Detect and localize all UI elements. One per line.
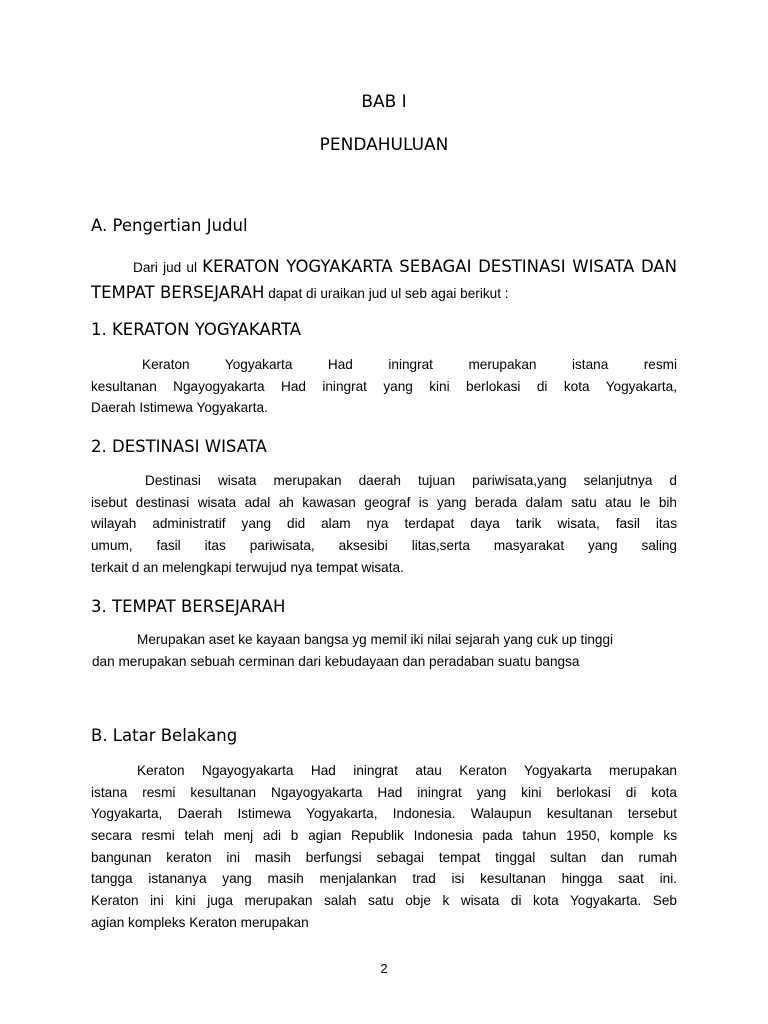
intro-line-1: [91, 254, 677, 280]
section-b-heading: B. Latar Belakang: [91, 726, 238, 745]
paragraph-line: isebut destinasi wisata adal ah kawasan geograf is yang berada dalam satu atau le bih: [91, 494, 677, 510]
paragraph-line: umum, fasil itas pariwisata, aksesibi litas,serta masyarakat yang saling: [91, 538, 677, 554]
paragraph-line: Destinasi wisata merupakan daerah tujuan pariwisata,yang selanjutnya d: [145, 473, 677, 488]
item-3-heading: 3. TEMPAT BERSEJARAH: [91, 597, 286, 616]
paragraph-line: Merupakan aset ke kayaan bangsa yg memil iki nilai sejarah yang cuk up tinggi: [137, 632, 614, 647]
paragraph-line: Keraton ini kini juga merupakan salah satu obje k wisata di kota Yogyakarta. Seb: [91, 893, 677, 909]
paragraph-line: terkait d an melengkapi terwujud nya tempat wisata.: [91, 559, 404, 575]
item-2-paragraph: [91, 470, 677, 578]
paragraph-line: kesultanan Ngayogyakarta Had iningrat yang kini berlokasi di kota Yogyakarta,: [91, 378, 677, 394]
item-3-paragraph: [91, 629, 677, 672]
paragraph-line: Keraton Ngayogyakarta Had iningrat atau Keraton Yogyakarta merupakan: [137, 763, 677, 778]
paragraph-line: wilayah administratif yang did alam nya terdapat daya tarik wisata, fasil itas: [91, 516, 677, 532]
paragraph-line: dan merupakan sebuah cerminan dari kebudayaan dan peradaban suatu bangsa: [92, 653, 580, 669]
chapter-number: BAB I: [361, 92, 407, 112]
section-a-heading: A. Pengertian Judul: [91, 216, 248, 235]
paragraph-line: Keraton Yogyakarta Had iningrat merupakan istana resmi: [142, 357, 677, 372]
intro-suffix: dapat di uraikan jud ul seb agai berikut :: [264, 286, 509, 301]
intro-title-1: KERATON YOGYAKARTA SEBAGAI DESTINASI WISATA DAN: [202, 257, 677, 276]
item-1-heading: 1. KERATON YOGYAKARTA: [91, 320, 302, 339]
item-1-paragraph: [91, 354, 677, 419]
paragraph-line: bangunan keraton ini masih berfungsi sebagai tempat tinggal sultan dan rumah: [91, 849, 677, 865]
paragraph-line: secara resmi telah menj adi b agian Republik Indonesia pada tahun 1950, komple ks: [91, 828, 677, 844]
intro-title-2: TEMPAT BERSEJARAH: [91, 283, 265, 302]
chapter-title: PENDAHULUAN: [319, 135, 449, 155]
section-a-intro: [91, 254, 677, 306]
paragraph-line: tangga istananya yang masih menjalankan trad isi kesultanan hingga saat ini.: [91, 871, 677, 887]
paragraph-line: istana resmi kesultanan Ngayogyakarta Had iningrat yang kini berlokasi di kota: [91, 784, 677, 800]
paragraph-line: Yogyakarta, Daerah Istimewa Yogyakarta, Indonesia. Walaupun kesultanan tersebut: [91, 806, 677, 822]
paragraph-line: Daerah Istimewa Yogyakarta.: [91, 400, 268, 416]
section-b-paragraph: [91, 760, 677, 934]
paragraph-line: agian kompleks Keraton merupakan: [91, 914, 309, 930]
page-number: 2: [380, 961, 388, 976]
intro-prefix: Dari jud ul: [133, 260, 203, 275]
item-2-heading: 2. DESTINASI WISATA: [91, 437, 267, 456]
intro-line-2: [91, 280, 677, 306]
